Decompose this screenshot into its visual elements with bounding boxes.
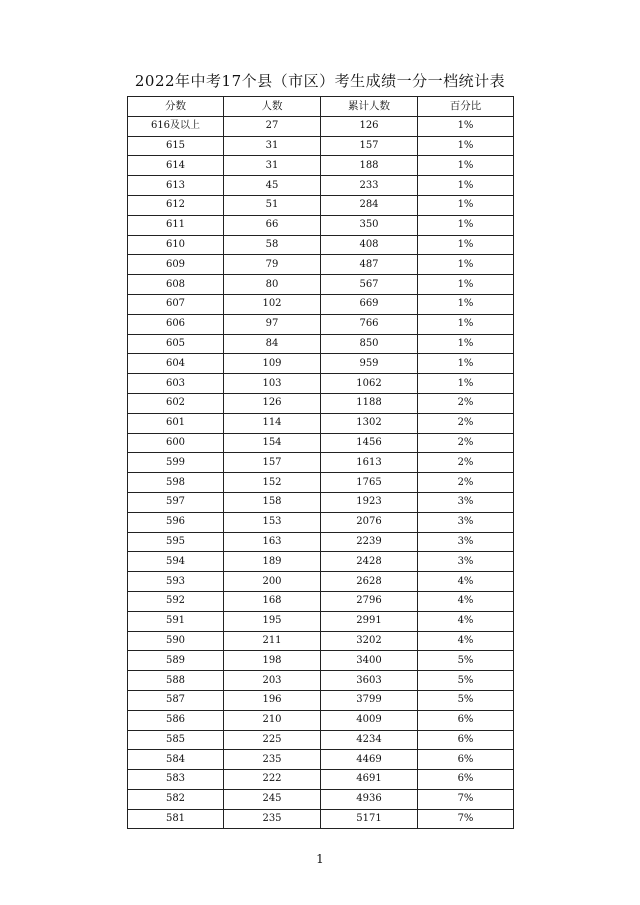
page-number: 1: [316, 852, 324, 866]
table-row: [128, 631, 514, 651]
cell-percent: 2%: [418, 453, 514, 473]
page-title: 2022年中考17个县（市区）考生成绩一分一档统计表: [134, 72, 506, 90]
cell-count: 126: [224, 393, 321, 413]
header-score: 分数: [128, 97, 224, 117]
cell-cumulative: 1613: [321, 453, 418, 473]
cell-cumulative: 4469: [321, 750, 418, 770]
cell-cumulative: 1765: [321, 473, 418, 493]
table-row: [128, 473, 514, 493]
table-row: [128, 512, 514, 532]
cell-count: 27: [224, 116, 321, 136]
cell-percent: 2%: [418, 433, 514, 453]
table-row: [128, 393, 514, 413]
cell-cumulative: 959: [321, 354, 418, 374]
cell-score: 612: [128, 195, 224, 215]
cell-cumulative: 1923: [321, 492, 418, 512]
table-row: [128, 156, 514, 176]
cell-percent: 4%: [418, 631, 514, 651]
cell-percent: 2%: [418, 393, 514, 413]
cell-count: 153: [224, 512, 321, 532]
cell-cumulative: 157: [321, 136, 418, 156]
cell-score: 593: [128, 572, 224, 592]
cell-cumulative: 4936: [321, 789, 418, 809]
cell-score: 601: [128, 413, 224, 433]
cell-score: 610: [128, 235, 224, 255]
cell-score: 581: [128, 809, 224, 829]
cell-score: 600: [128, 433, 224, 453]
cell-cumulative: 5171: [321, 809, 418, 829]
cell-percent: 1%: [418, 374, 514, 394]
cell-score: 583: [128, 770, 224, 790]
table-row: [128, 552, 514, 572]
cell-count: 58: [224, 235, 321, 255]
cell-count: 102: [224, 294, 321, 314]
table-row: [128, 275, 514, 295]
cell-count: 154: [224, 433, 321, 453]
cell-percent: 1%: [418, 176, 514, 196]
cell-score: 586: [128, 710, 224, 730]
cell-count: 235: [224, 750, 321, 770]
cell-cumulative: 2239: [321, 532, 418, 552]
score-table: [127, 96, 514, 829]
cell-score: 613: [128, 176, 224, 196]
cell-score: 605: [128, 334, 224, 354]
cell-percent: 7%: [418, 809, 514, 829]
cell-score: 616及以上: [128, 116, 224, 136]
cell-percent: 1%: [418, 116, 514, 136]
cell-percent: 1%: [418, 314, 514, 334]
cell-cumulative: 567: [321, 275, 418, 295]
cell-count: 109: [224, 354, 321, 374]
cell-score: 614: [128, 156, 224, 176]
header-percent: 百分比: [418, 97, 514, 117]
cell-count: 157: [224, 453, 321, 473]
cell-score: 602: [128, 393, 224, 413]
cell-percent: 6%: [418, 710, 514, 730]
cell-cumulative: 669: [321, 294, 418, 314]
cell-percent: 6%: [418, 750, 514, 770]
cell-score: 589: [128, 651, 224, 671]
table-row: [128, 651, 514, 671]
cell-count: 235: [224, 809, 321, 829]
cell-cumulative: 1062: [321, 374, 418, 394]
cell-score: 597: [128, 492, 224, 512]
cell-cumulative: 3400: [321, 651, 418, 671]
cell-cumulative: 2991: [321, 611, 418, 631]
cell-count: 225: [224, 730, 321, 750]
table-row: [128, 809, 514, 829]
cell-count: 80: [224, 275, 321, 295]
cell-count: 203: [224, 671, 321, 691]
cell-percent: 3%: [418, 512, 514, 532]
table-row: [128, 690, 514, 710]
cell-cumulative: 3799: [321, 690, 418, 710]
cell-percent: 1%: [418, 334, 514, 354]
cell-cumulative: 4009: [321, 710, 418, 730]
cell-percent: 1%: [418, 136, 514, 156]
cell-count: 210: [224, 710, 321, 730]
cell-count: 51: [224, 195, 321, 215]
cell-score: 590: [128, 631, 224, 651]
cell-count: 245: [224, 789, 321, 809]
cell-count: 79: [224, 255, 321, 275]
cell-score: 598: [128, 473, 224, 493]
cell-percent: 6%: [418, 730, 514, 750]
table-row: [128, 591, 514, 611]
table-row: [128, 532, 514, 552]
cell-score: 591: [128, 611, 224, 631]
cell-count: 196: [224, 690, 321, 710]
cell-score: 607: [128, 294, 224, 314]
cell-count: 31: [224, 156, 321, 176]
cell-score: 611: [128, 215, 224, 235]
cell-count: 31: [224, 136, 321, 156]
cell-cumulative: 284: [321, 195, 418, 215]
table-row: [128, 374, 514, 394]
table-row: [128, 710, 514, 730]
cell-percent: 4%: [418, 591, 514, 611]
table-header-row: [128, 97, 514, 117]
table-row: [128, 572, 514, 592]
cell-count: 168: [224, 591, 321, 611]
cell-cumulative: 2428: [321, 552, 418, 572]
cell-percent: 2%: [418, 413, 514, 433]
cell-percent: 4%: [418, 611, 514, 631]
cell-percent: 1%: [418, 195, 514, 215]
cell-percent: 2%: [418, 473, 514, 493]
cell-percent: 3%: [418, 552, 514, 572]
cell-cumulative: 1302: [321, 413, 418, 433]
cell-count: 195: [224, 611, 321, 631]
cell-score: 603: [128, 374, 224, 394]
cell-percent: 1%: [418, 275, 514, 295]
header-count: 人数: [224, 97, 321, 117]
cell-score: 595: [128, 532, 224, 552]
cell-count: 198: [224, 651, 321, 671]
table-row: [128, 116, 514, 136]
table-row: [128, 314, 514, 334]
cell-score: 615: [128, 136, 224, 156]
table-row: [128, 195, 514, 215]
cell-score: 582: [128, 789, 224, 809]
cell-score: 584: [128, 750, 224, 770]
cell-count: 114: [224, 413, 321, 433]
cell-cumulative: 3603: [321, 671, 418, 691]
cell-count: 222: [224, 770, 321, 790]
table-row: [128, 334, 514, 354]
table-row: [128, 789, 514, 809]
cell-count: 200: [224, 572, 321, 592]
cell-score: 604: [128, 354, 224, 374]
cell-percent: 6%: [418, 770, 514, 790]
header-cumulative: 累计人数: [321, 97, 418, 117]
table-row: [128, 492, 514, 512]
cell-score: 587: [128, 690, 224, 710]
table-row: [128, 255, 514, 275]
cell-percent: 1%: [418, 215, 514, 235]
cell-cumulative: 408: [321, 235, 418, 255]
cell-percent: 1%: [418, 354, 514, 374]
cell-percent: 3%: [418, 532, 514, 552]
table-row: [128, 235, 514, 255]
cell-percent: 1%: [418, 255, 514, 275]
cell-count: 45: [224, 176, 321, 196]
cell-count: 152: [224, 473, 321, 493]
cell-cumulative: 2796: [321, 591, 418, 611]
table-row: [128, 215, 514, 235]
cell-cumulative: 126: [321, 116, 418, 136]
cell-count: 97: [224, 314, 321, 334]
cell-percent: 1%: [418, 235, 514, 255]
cell-cumulative: 4691: [321, 770, 418, 790]
cell-cumulative: 1188: [321, 393, 418, 413]
cell-cumulative: 487: [321, 255, 418, 275]
cell-percent: 4%: [418, 572, 514, 592]
cell-score: 599: [128, 453, 224, 473]
cell-count: 211: [224, 631, 321, 651]
cell-percent: 5%: [418, 690, 514, 710]
cell-percent: 7%: [418, 789, 514, 809]
cell-cumulative: 2076: [321, 512, 418, 532]
table-row: [128, 413, 514, 433]
table-row: [128, 176, 514, 196]
table-body: [128, 116, 514, 829]
table-row: [128, 294, 514, 314]
table-row: [128, 611, 514, 631]
cell-count: 103: [224, 374, 321, 394]
cell-percent: 1%: [418, 294, 514, 314]
table-row: [128, 433, 514, 453]
cell-percent: 3%: [418, 492, 514, 512]
cell-count: 189: [224, 552, 321, 572]
cell-score: 608: [128, 275, 224, 295]
cell-score: 594: [128, 552, 224, 572]
cell-percent: 5%: [418, 651, 514, 671]
cell-percent: 1%: [418, 156, 514, 176]
cell-cumulative: 350: [321, 215, 418, 235]
table-row: [128, 730, 514, 750]
cell-score: 592: [128, 591, 224, 611]
cell-cumulative: 3202: [321, 631, 418, 651]
table-row: [128, 770, 514, 790]
table-row: [128, 671, 514, 691]
table-row: [128, 136, 514, 156]
cell-count: 163: [224, 532, 321, 552]
cell-score: 596: [128, 512, 224, 532]
cell-count: 66: [224, 215, 321, 235]
cell-score: 588: [128, 671, 224, 691]
cell-cumulative: 850: [321, 334, 418, 354]
cell-cumulative: 2628: [321, 572, 418, 592]
table-row: [128, 453, 514, 473]
cell-cumulative: 766: [321, 314, 418, 334]
cell-score: 609: [128, 255, 224, 275]
cell-score: 606: [128, 314, 224, 334]
cell-cumulative: 233: [321, 176, 418, 196]
table-row: [128, 354, 514, 374]
cell-cumulative: 1456: [321, 433, 418, 453]
cell-cumulative: 4234: [321, 730, 418, 750]
table-row: [128, 750, 514, 770]
cell-score: 585: [128, 730, 224, 750]
cell-percent: 5%: [418, 671, 514, 691]
cell-count: 158: [224, 492, 321, 512]
cell-count: 84: [224, 334, 321, 354]
cell-cumulative: 188: [321, 156, 418, 176]
